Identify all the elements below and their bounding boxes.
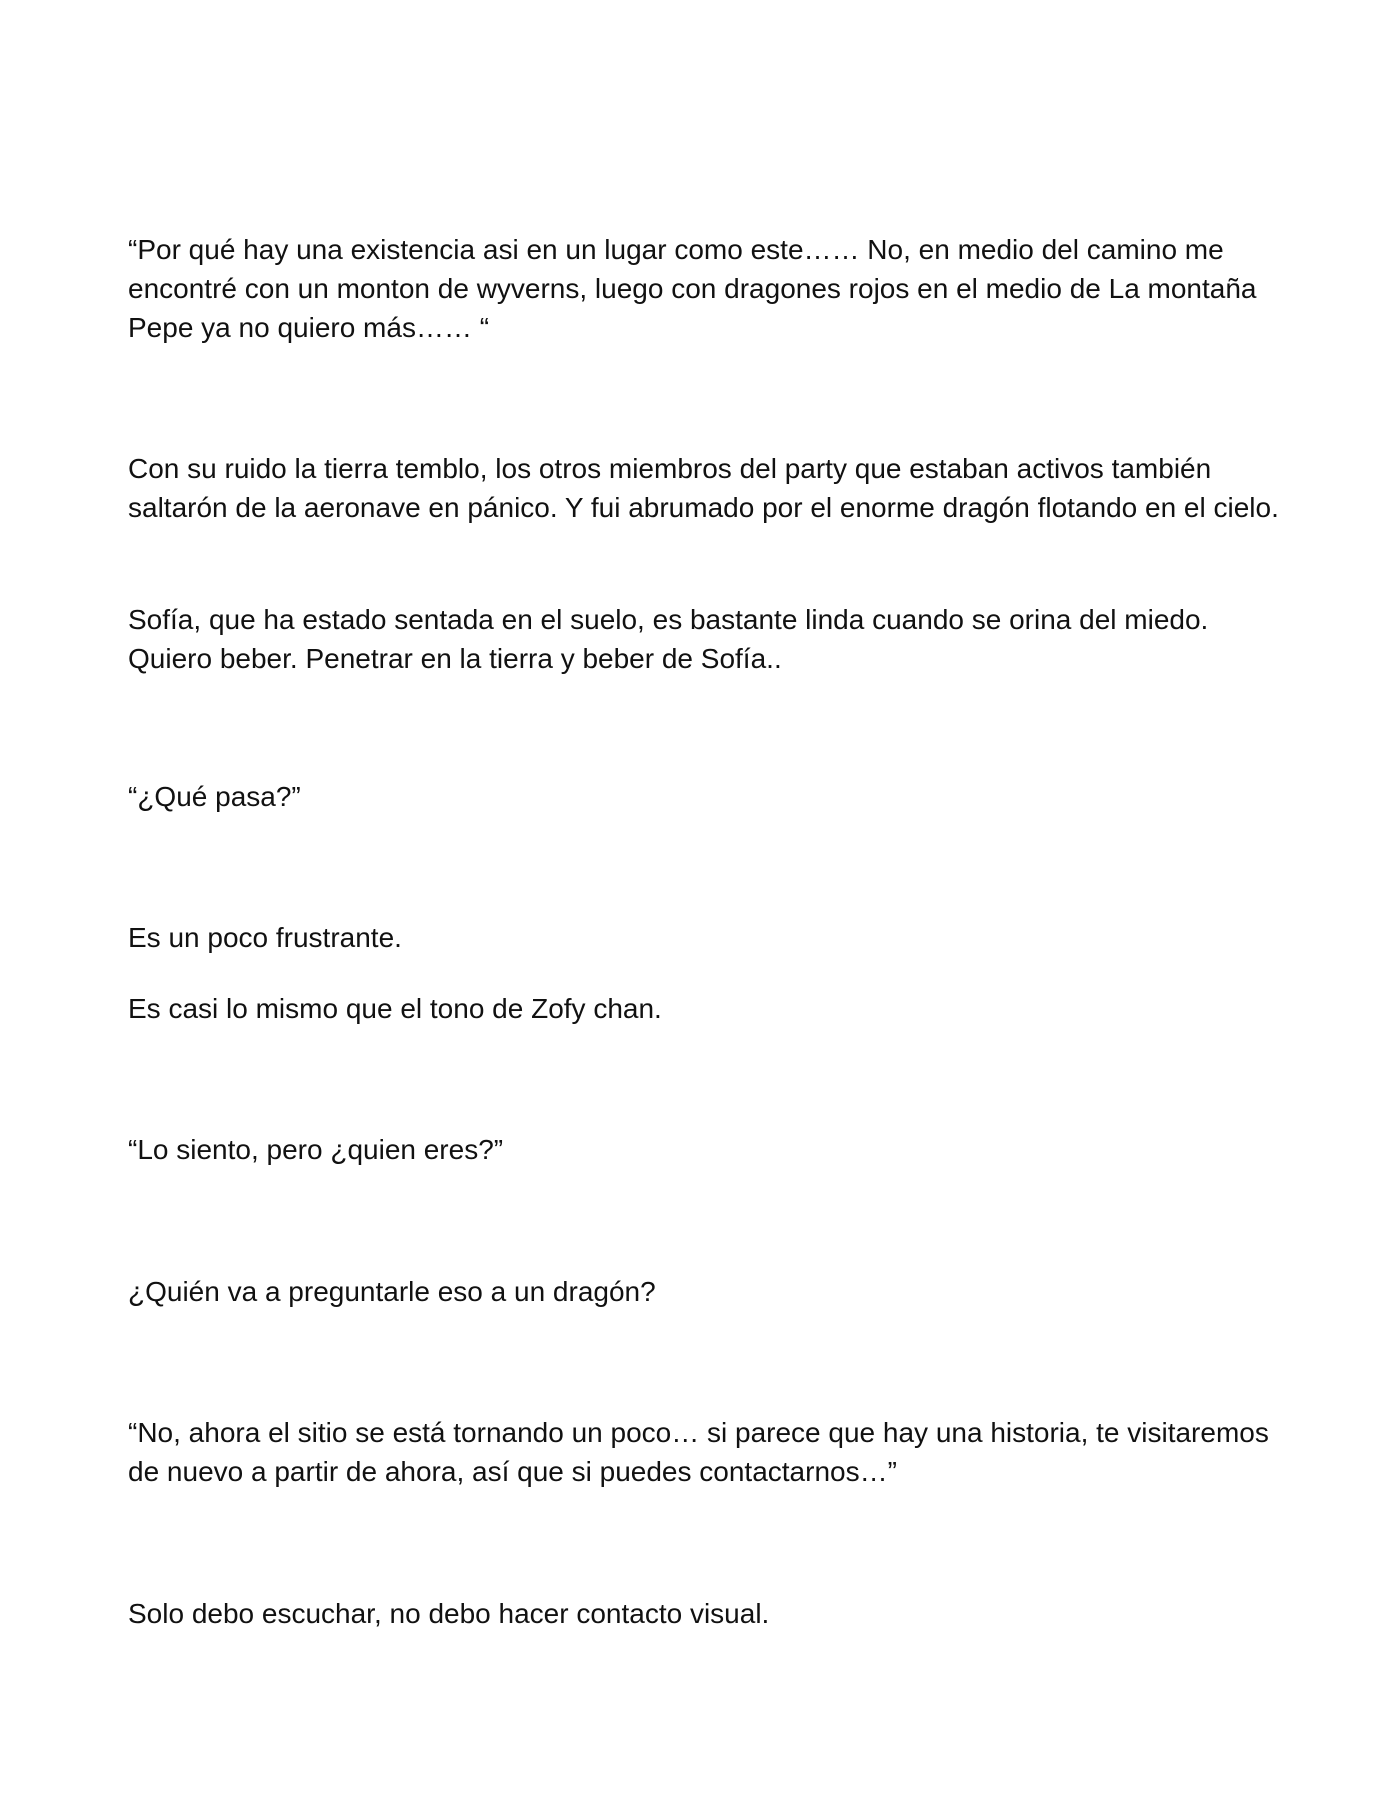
paragraph-2: Con su ruido la tierra temblo, los otros miembros del party que estaban activos también saltarón de la aeronave en pánico. Y fui abrumado por el enorme dragón flotando en el cielo. (128, 453, 1279, 523)
paragraph-1: “Por qué hay una existencia asi en un lugar como este…… No, en medio del camino me encontré con un monton de wyverns, luego con dragones rojos en el medio de La montaña Pepe ya no quiero más…… “ (128, 234, 1257, 343)
paragraph-5: Es un poco frustrante. (128, 922, 402, 953)
paragraph-10: Solo debo escuchar, no debo hacer contacto visual. (128, 1598, 770, 1629)
paragraph-6: Es casi lo mismo que el tono de Zofy chan. (128, 993, 662, 1024)
paragraph-7: “Lo siento, pero ¿quien eres?” (128, 1134, 504, 1165)
paragraph-8: ¿Quién va a preguntarle eso a un dragón? (128, 1276, 656, 1307)
paragraph-3: Sofía, que ha estado sentada en el suelo, es bastante linda cuando se orina del miedo. Quiero beber. Penetrar en la tierra y beber de Sofía.. (128, 604, 1209, 674)
paragraph-4: “¿Qué pasa?” (128, 781, 301, 812)
paragraph-9: “No, ahora el sitio se está tornando un poco… si parece que hay una historia, te visitaremos de nuevo a partir de ahora, así que si puedes contactarnos…” (128, 1417, 1269, 1487)
